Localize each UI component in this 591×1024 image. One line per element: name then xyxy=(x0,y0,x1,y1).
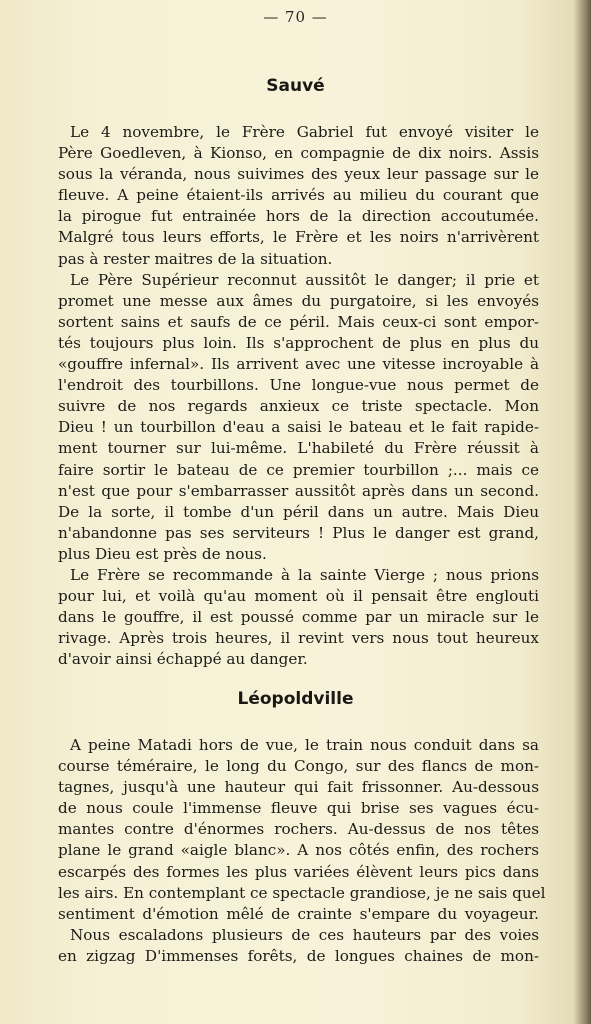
text-line: course téméraire, le long du Congo, sur des flancs de mon- xyxy=(58,757,539,776)
page-number: — 70 — xyxy=(263,8,328,26)
section-title-sauve: Sauvé xyxy=(266,76,325,96)
text-line: faire sortir le bateau de ce premier tourbillon ;... mais ce xyxy=(58,460,539,479)
text-line: sous la véranda, nous suivimes des yeux leur passage sur le xyxy=(58,165,539,184)
text-line: l'endroit des tourbillons. Une longue-vue nous permet de xyxy=(58,376,539,395)
text-line: mantes contre d'énormes rochers. Au-dessus de nos têtes xyxy=(58,820,539,839)
text-line: Le Père Supérieur reconnut aussitôt le danger; il prie et xyxy=(70,270,539,289)
text-line: d'avoir ainsi échappé au danger. xyxy=(58,650,308,669)
text-line: pas à rester maitres de la situation. xyxy=(58,249,333,268)
text-line: plane le grand «aigle blanc». A nos côtés enfin, des rochers xyxy=(58,841,539,860)
text-line: de nous coule l'immense fleuve qui brise ses vagues écu- xyxy=(58,799,539,818)
text-line: rivage. Après trois heures, il revint vers nous tout heureux xyxy=(58,629,539,648)
text-line: en zigzag D'immenses forêts, de longues chaines de mon- xyxy=(58,946,539,965)
text-line: Nous escaladons plusieurs de ces hauteurs par des voies xyxy=(70,925,539,944)
text-line: ment tourner sur lui-même. L'habileté du Frère réussit à xyxy=(58,439,539,458)
section-body-leopoldville xyxy=(58,735,546,967)
text-line: De la sorte, il tombe d'un péril dans un autre. Mais Dieu xyxy=(58,502,539,521)
text-line: tagnes, jusqu'à une hauteur qui fait frissonner. Au-dessous xyxy=(58,778,539,797)
text-line: «gouffre infernal». Ils arrivent avec une vitesse incroyable à xyxy=(58,355,539,374)
section-body-sauve xyxy=(58,122,539,670)
text-line: plus Dieu est près de nous. xyxy=(58,544,267,563)
text-line: les airs. En contemplant ce spectacle grandiose, je ne sais quel xyxy=(58,883,546,902)
text-line: suivre de nos regards anxieux ce triste spectacle. Mon xyxy=(58,397,539,416)
text-line: promet une messe aux âmes du purgatoire, si les envoyés xyxy=(58,291,539,310)
text-line: pour lui, et voilà qu'au moment où il pensait être englouti xyxy=(58,587,539,606)
text-line: n'est que pour s'embarrasser aussitôt après dans un second. xyxy=(58,481,539,500)
text-line: n'abandonne pas ses serviteurs ! Plus le danger est grand, xyxy=(58,523,539,542)
text-line: la pirogue fut entrainée hors de la direction accoutumée. xyxy=(58,207,539,226)
text-line: A peine Matadi hors de vue, le train nous conduit dans sa xyxy=(70,736,539,754)
text-line: sortent sains et saufs de ce péril. Mais ceux-ci sont empor- xyxy=(58,312,539,331)
text-line: Malgré tous leurs efforts, le Frère et les noirs n'arrivèrent xyxy=(58,228,539,247)
section-title-leopoldville: Léopoldville xyxy=(237,689,354,709)
text-line: Le 4 novembre, le Frère Gabriel fut envoyé visiter le xyxy=(70,123,539,141)
text-line: fleuve. A peine étaient-ils arrivés au milieu du courant que xyxy=(58,186,539,205)
text-line: escarpés des formes les plus variées élèvent leurs pics dans xyxy=(58,862,539,881)
text-line: sentiment d'émotion mêlé de crainte s'empare du voyageur. xyxy=(58,904,539,923)
text-line: Le Frère se recommande à la sainte Vierge ; nous prions xyxy=(70,565,539,584)
text-line: Dieu ! un tourbillon d'eau a saisi le bateau et le fait rapide- xyxy=(58,418,539,437)
text-line: Père Goedleven, à Kionso, en compagnie de dix noirs. Assis xyxy=(58,144,539,163)
text-line: dans le gouffre, il est poussé comme par un miracle sur le xyxy=(58,608,539,627)
text-line: tés toujours plus loin. Ils s'approchent de plus en plus du xyxy=(58,333,539,352)
